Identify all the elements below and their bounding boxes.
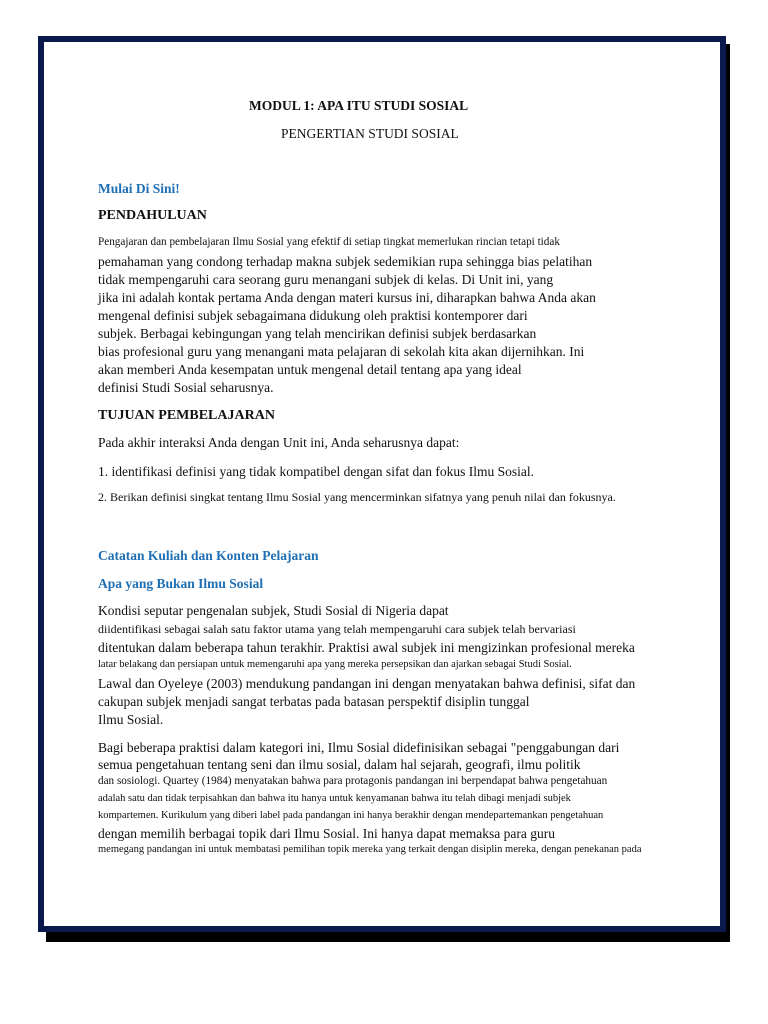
paragraph-line: kompartemen. Kurikulum yang diberi label pada pandangan ini hanya berakhir dengan mendepartemankan pengetahuan <box>98 810 604 821</box>
objectives-heading: TUJUAN PEMBELAJARAN <box>98 408 275 423</box>
paragraph-line: ditentukan dalam beberapa tahun terakhir. Praktisi awal subjek ini mengizinkan profesional mereka <box>98 640 635 655</box>
intro-line: Pengajaran dan pembelajaran Ilmu Sosial yang efektif di setiap tingkat memerlukan rincian tetapi tidak <box>98 236 560 248</box>
intro-line: mengenal definisi subjek sebagaimana didukung oleh praktisi kontemporer dari <box>98 308 528 323</box>
start-label: Mulai Di Sini! <box>98 181 180 196</box>
paragraph-line: diidentifikasi sebagai salah satu faktor utama yang telah mempengaruhi cara subjek telah bervariasi <box>98 622 576 636</box>
paragraph-line: dengan memilih berbagai topik dari Ilmu Sosial. Ini hanya dapat memaksa para guru <box>98 826 555 841</box>
paragraph-line: Ilmu Sosial. <box>98 712 164 727</box>
paragraph-line: cakupan subjek menjadi sangat terbatas pada batasan perspektif disiplin tunggal <box>98 694 530 709</box>
intro-heading: PENDAHULUAN <box>98 208 207 223</box>
intro-line: subjek. Berbagai kebingungan yang telah mencirikan definisi subjek berdasarkan <box>98 326 537 341</box>
subsection-heading: Apa yang Bukan Ilmu Sosial <box>98 576 264 591</box>
paragraph-line: latar belakang dan persiapan untuk memengaruhi apa yang mereka persepsikan dan ajarkan sebagai Studi Sosial. <box>98 659 572 670</box>
document-page <box>38 36 726 932</box>
paragraph-line: dan sosiologi. Quartey (1984) menyatakan bahwa para protagonis pandangan ini berpendapat bahwa pengetahuan <box>98 775 608 787</box>
intro-line: akan memberi Anda kesempatan untuk mengenal detail tentang apa yang ideal <box>98 362 522 377</box>
paragraph-line: memegang pandangan ini untuk membatasi pemilihan topik mereka yang terkait dengan disiplin mereka, dengan penekanan pada <box>98 844 642 855</box>
paragraph-line: semua pengetahuan tentang seni dan ilmu sosial, dalam hal sejarah, geografi, ilmu politik <box>98 757 581 772</box>
objective-item: 2. Berikan definisi singkat tentang Ilmu Sosial yang mencerminkan sifatnya yang penuh nilai dan fokusnya. <box>98 490 616 504</box>
paragraph-line: adalah satu dan tidak terpisahkan dan bahwa itu hanya untuk kenyamanan bahwa itu telah dibagi menjadi subjek <box>98 793 571 804</box>
intro-line: jika ini adalah kontak pertama Anda dengan materi kursus ini, diharapkan bahwa Anda akan <box>98 290 596 305</box>
document-subtitle: PENGERTIAN STUDI SOSIAL <box>281 126 459 141</box>
objectives-intro: Pada akhir interaksi Anda dengan Unit ini, Anda seharusnya dapat: <box>98 435 460 450</box>
paragraph-line: Kondisi seputar pengenalan subjek, Studi Sosial di Nigeria dapat <box>98 603 449 618</box>
objective-item: 1. identifikasi definisi yang tidak kompatibel dengan sifat dan fokus Ilmu Sosial. <box>98 464 535 479</box>
section-heading: Catatan Kuliah dan Konten Pelajaran <box>98 548 319 563</box>
paragraph-line: Bagi beberapa praktisi dalam kategori ini, Ilmu Sosial didefinisikan sebagai "penggabungan dari <box>98 740 620 755</box>
paragraph-line: Lawal dan Oyeleye (2003) mendukung pandangan ini dengan menyatakan bahwa definisi, sifat dan <box>98 676 636 691</box>
intro-line: tidak mempengaruhi cara seorang guru menangani subjek di kelas. Di Unit ini, yang <box>98 272 554 287</box>
intro-line: definisi Studi Sosial seharusnya. <box>98 380 274 395</box>
intro-line: pemahaman yang condong terhadap makna subjek sedemikian rupa sehingga bias pelatihan <box>98 254 593 269</box>
document-title: MODUL 1: APA ITU STUDI SOSIAL <box>249 98 469 113</box>
intro-line: bias profesional guru yang menangani mata pelajaran di sekolah kita akan dijernihkan. Ini <box>98 344 585 359</box>
